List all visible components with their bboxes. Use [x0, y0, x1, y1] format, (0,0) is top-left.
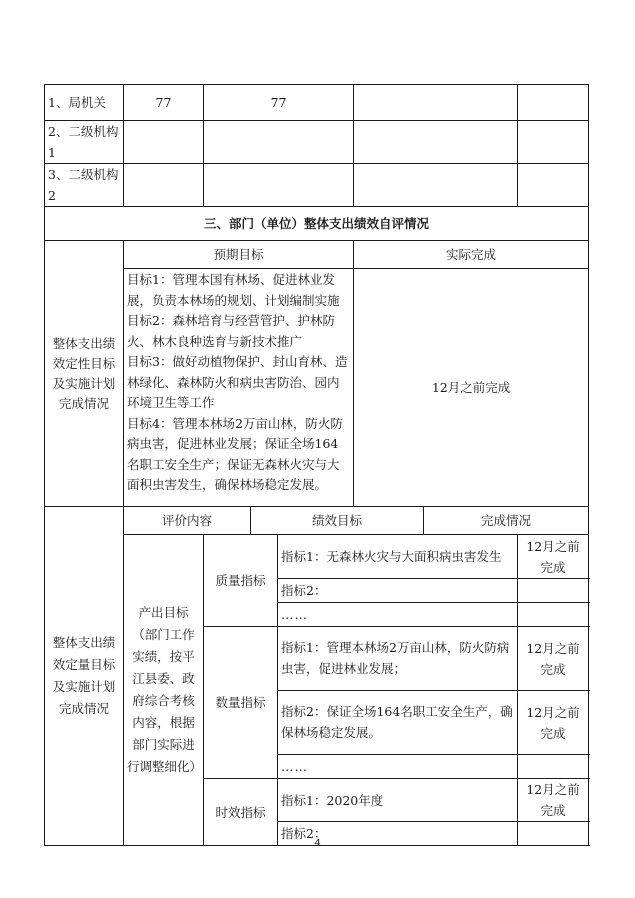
eval-content-header: 评价内容: [124, 507, 251, 535]
indicator-target: 指标2：: [278, 579, 518, 603]
table-row: [45, 507, 589, 535]
table-cell: [518, 164, 589, 207]
indicator-target: 指标1：2020年度: [278, 779, 518, 822]
indicator-completion: 12月之前完成: [518, 627, 589, 691]
performance-table: [44, 84, 589, 846]
indicator-completion: 12月之前完成: [518, 779, 589, 822]
indicator-target: 指标2：保证全场164名职工安全生产，确保林场稳定发展。: [278, 691, 518, 755]
output-target-label: 产出目标 （部门工作实绩，按平江县委、政府综合考核内容，根据部门实际进行调整细化）: [124, 535, 204, 846]
qualitative-label: 整体支出绩效定性目标及实施计划完成情况: [45, 241, 124, 507]
table-cell: [518, 121, 589, 164]
timeliness-indicator-label: 时效指标: [204, 779, 278, 846]
indicator-target: 指标1：无森林火灾与大面积病虫害发生: [278, 535, 518, 579]
quantity-indicator-label: 数量指标: [204, 627, 278, 779]
indicator-target: ……: [278, 603, 518, 627]
table-cell: [204, 121, 354, 164]
table-cell: [354, 164, 518, 207]
table-cell: [124, 121, 204, 164]
quantitative-label: 整体支出绩效定量目标及实施计划完成情况: [45, 507, 124, 846]
table-cell: [124, 164, 204, 207]
table-row: [45, 85, 589, 121]
performance-target-header: 绩效目标: [251, 507, 424, 535]
indicator-completion: [518, 603, 589, 627]
row-label: 1、局机关: [45, 85, 124, 121]
indicator-target: 指标2：: [278, 822, 518, 846]
section-title: 三、部门（单位）整体支出绩效自评情况: [45, 207, 589, 241]
completion-header: 完成情况: [424, 507, 589, 535]
expected-goals-text: 目标1：管理本国有林场、促进林业发展，负责本林场的规划、计划编制实施 目标2：森林培育与经营管护、护林防火、林木良种选育与新技术推广 目标3：做好动植物保护、封山育林、造林绿化、森林防火和病虫害防治、园内环境卫生等工作 目标4：管理本林场2万亩山林，防火防病虫害，促进林业发展；保证全场164名职工安全生产；保证无森林火灾与大面积虫害发生，确保林场稳定发展。: [124, 269, 354, 507]
indicator-completion: [518, 755, 589, 779]
table-cell: [354, 85, 518, 121]
table-cell: [518, 85, 589, 121]
row-label: 2、二级机构1: [45, 121, 124, 164]
table-row: [45, 164, 589, 207]
indicator-target: ……: [278, 755, 518, 779]
table-row: [45, 121, 589, 164]
table-cell: [204, 164, 354, 207]
indicator-completion: 12月之前完成: [518, 535, 589, 579]
table-row: [45, 535, 589, 579]
actual-header: 实际完成: [354, 241, 589, 269]
table-row: [45, 269, 589, 507]
row-label: 3、二级机构2: [45, 164, 124, 207]
page-number: 4: [314, 838, 321, 849]
table-row: [45, 241, 589, 269]
indicator-completion: [518, 579, 589, 603]
quality-indicator-label: 质量指标: [204, 535, 278, 627]
table-cell: 77: [204, 85, 354, 121]
table-cell: [354, 121, 518, 164]
table-row: [45, 207, 589, 241]
actual-completion-text: 12月之前完成: [354, 269, 589, 507]
expected-header: 预期目标: [124, 241, 354, 269]
table-cell: 77: [124, 85, 204, 121]
indicator-completion: 12月之前完成: [518, 691, 589, 755]
indicator-target: 指标1：管理本林场2万亩山林，防火防病虫害，促进林业发展；: [278, 627, 518, 691]
